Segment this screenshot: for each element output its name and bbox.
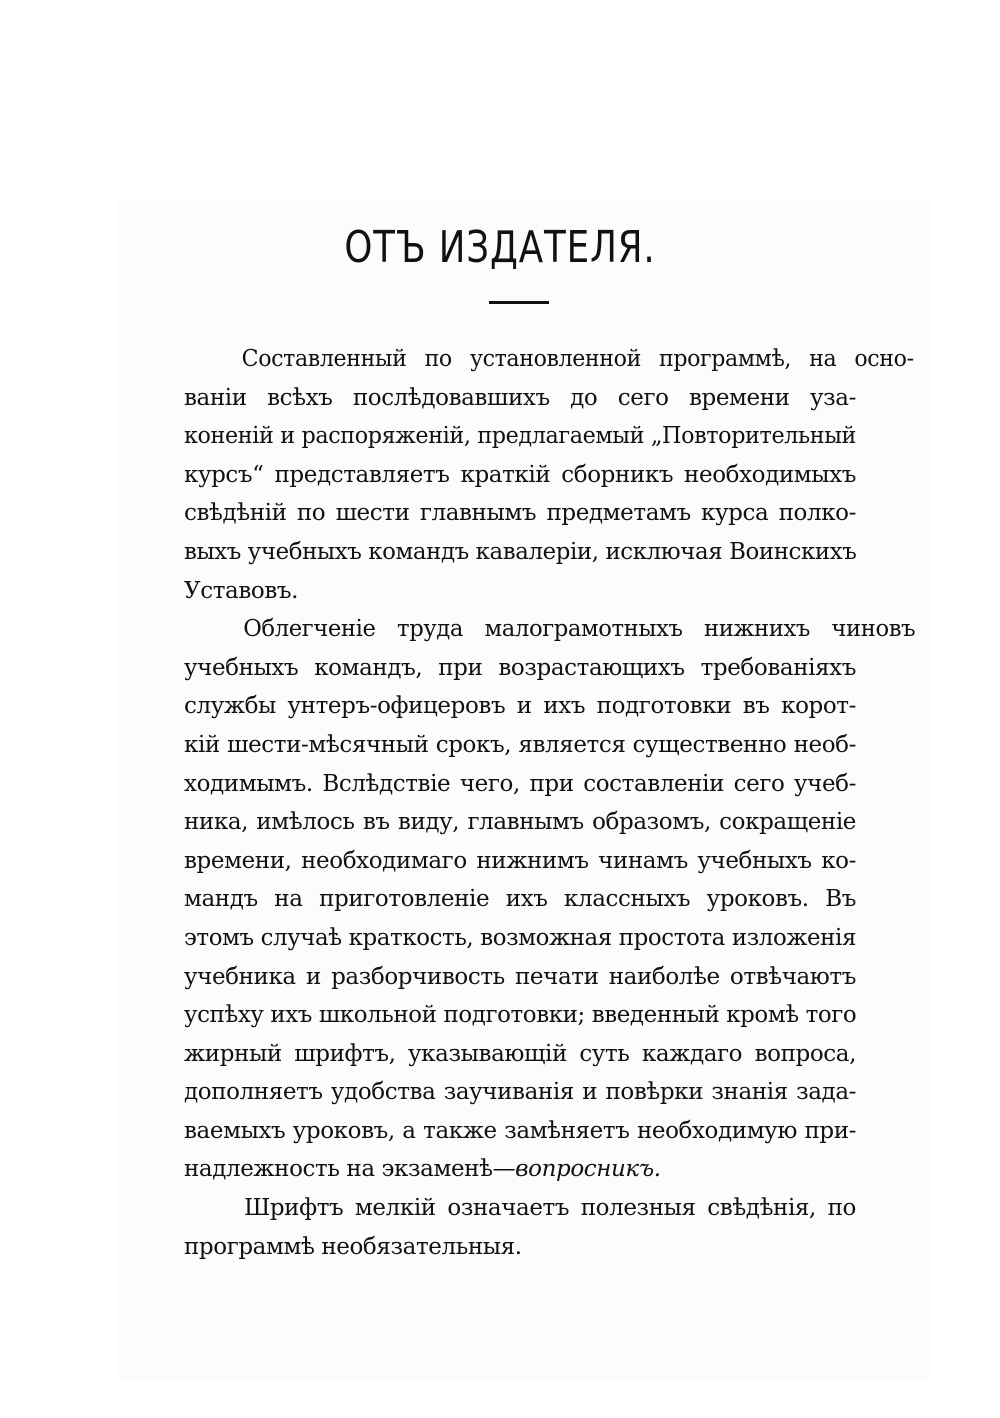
text-line: программѣ необязательныя. [184,1233,522,1260]
text-line-inner: Составленный по установленной программѣ, на осно- [241,346,914,372]
body-text [184,340,916,1266]
text-line: ходимымъ. Вслѣдствіе чего, при составленіи сего учеб- [184,770,856,797]
text-line [184,533,856,572]
text-line: ника, имѣлось въ виду, главнымъ образомъ, сокращеніе [184,809,856,836]
text-line [184,417,856,456]
text-line: дополняетъ удобства заучиванія и повѣрки знанія зада- [184,1079,856,1106]
italic-term: вопросникъ. [515,1156,661,1183]
text-line: учебныхъ командъ, при возрастающихъ требованіяхъ [184,654,856,681]
text-line-inner: этомъ случаѣ краткость, возможная простота изложенія [184,924,856,951]
text-line: свѣдѣній по шести главнымъ предметамъ курса полко- [184,500,856,527]
text-line [184,996,856,1035]
text-line: службы унтеръ-офицеровъ и ихъ подготовки въ корот- [184,693,856,720]
text-line: ваніи всѣхъ послѣдовавшихъ до сего времени уза- [184,384,856,411]
text-line: жирный шрифтъ, указывающій суть каждаго вопроса, [184,1040,856,1067]
text-line: времени, необходимаго нижнимъ чинамъ учебныхъ ко- [184,847,856,874]
text-line-inner: успѣху ихъ школьной подготовки; введенный кромѣ того [184,1002,857,1029]
text-line: ваемыхъ уроковъ, а также замѣняетъ необходимую при- [184,1117,856,1144]
text-line: Шрифтъ мелкій означаетъ полезныя свѣдѣнія, по [244,1195,856,1222]
text-line-inner: коненій и распоряженій, предлагаемый „Повторительный [184,423,856,450]
text-line [184,340,914,379]
text-line [184,919,856,958]
text-line: кій шести-мѣсячный срокъ, является существенно необ- [184,731,856,758]
page-title: ОТЪ ИЗДАТЕЛЯ. [344,222,656,273]
text-line: мандъ на приготовленіе ихъ классныхъ уроковъ. Въ [184,886,856,913]
text-line-inner: выхъ учебныхъ командъ кавалеріи, исключая Воинскихъ [184,538,857,565]
text-line-inner: Облегченіе труда малограмотныхъ нижнихъ чиновъ [243,616,916,643]
text-line: Уставовъ. [184,577,299,604]
text-line: учебника и разборчивость печати наиболѣе отвѣчаютъ [184,963,856,990]
text-line [184,1150,856,1189]
text-segment: надлежность на экзаменѣ— [184,1156,516,1183]
title-divider [489,301,549,304]
text-line: курсъ“ представляетъ краткій сборникъ необходимыхъ [184,461,856,488]
text-line [184,610,916,649]
